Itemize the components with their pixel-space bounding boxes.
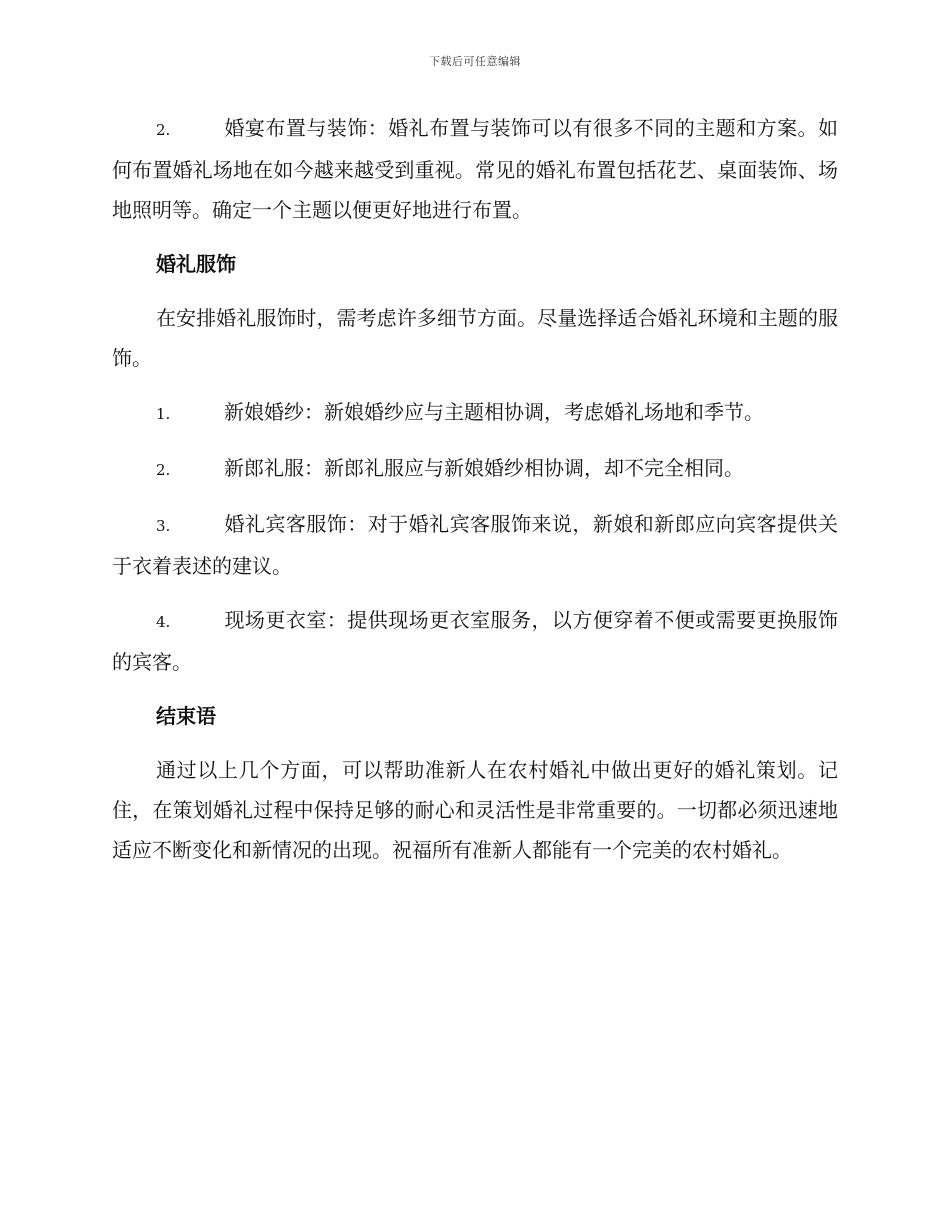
section-heading-conclusion: 结束语 — [156, 704, 216, 728]
list-item-text: 现场更衣室：提供现场更衣室服务，以方便穿着不便或需要更换服饰的宾客。 — [112, 608, 838, 674]
document-body — [112, 108, 838, 884]
page-header: 下载后可任意编辑 — [429, 55, 521, 68]
list-item-number: 2. — [156, 461, 171, 479]
list-item-text: 新郎礼服：新郎礼服应与新娘婚纱相协调，却不完全相同。 — [224, 456, 744, 480]
section-heading-attire: 婚礼服饰 — [156, 252, 236, 276]
list-item-number: 4. — [156, 613, 171, 631]
list-item-number: 2. — [156, 121, 171, 139]
list-item — [112, 108, 838, 230]
list-item — [112, 600, 838, 682]
list-item-text: 婚礼宾客服饰：对于婚礼宾客服饰来说，新娘和新郎应向宾客提供关于衣着表述的建议。 — [112, 512, 838, 578]
paragraph-attire-intro: 在安排婚礼服饰时，需考虑许多细节方面。尽量选择适合婚礼环境和主题的服饰。 — [112, 306, 838, 370]
list-item — [112, 448, 838, 490]
list-item-number: 1. — [156, 405, 171, 423]
list-item-text: 婚宴布置与装饰：婚礼布置与装饰可以有很多不同的主题和方案。如何布置婚礼场地在如今越来越受到重视。常见的婚礼布置包括花艺、桌面装饰、场地照明等。确定一个主题以便更好地进行布置。 — [112, 116, 838, 222]
list-item-text: 新娘婚纱：新娘婚纱应与主题相协调，考虑婚礼场地和季节。 — [224, 400, 764, 424]
paragraph-conclusion: 通过以上几个方面，可以帮助准新人在农村婚礼中做出更好的婚礼策划。记住，在策划婚礼过程中保持足够的耐心和灵活性是非常重要的。一切都必须迅速地适应不断变化和新情况的出现。祝福所有准新人都能有一个完美的农村婚礼。 — [112, 758, 838, 862]
list-item — [112, 392, 838, 434]
list-item-number: 3. — [156, 517, 171, 535]
list-item — [112, 504, 838, 586]
